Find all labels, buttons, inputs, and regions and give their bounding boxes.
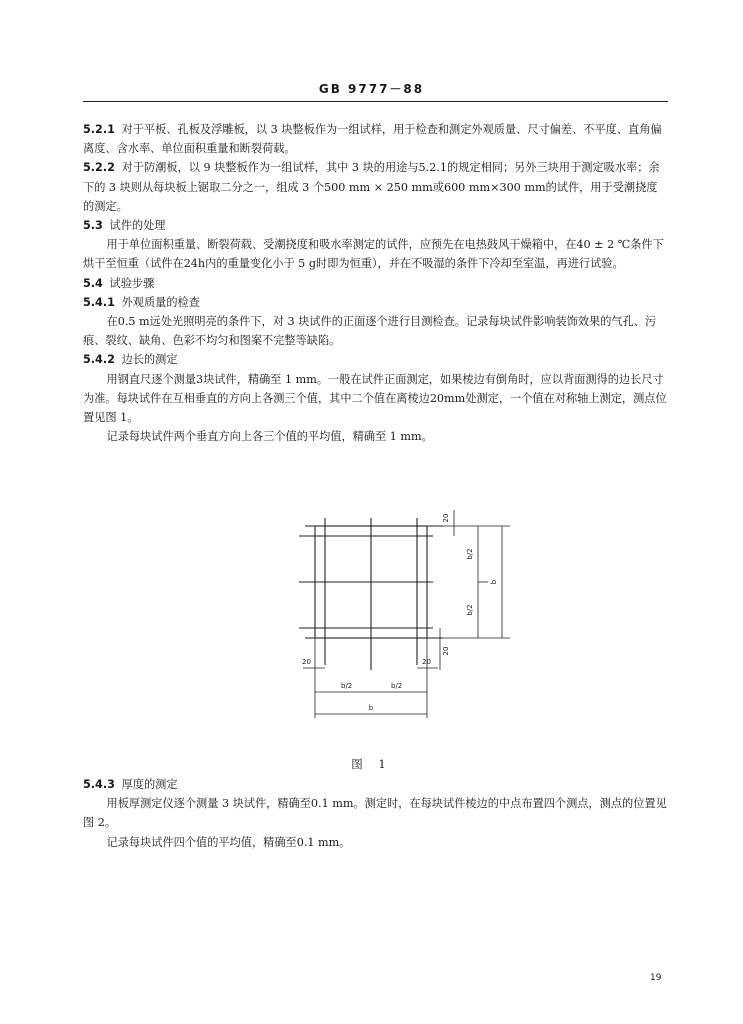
label-b-half-left: b/2 bbox=[341, 682, 353, 690]
clause-number: 5.4 bbox=[83, 276, 103, 290]
clause-5-4-3-heading bbox=[83, 775, 668, 794]
clause-5-4-2-body: 用钢直尺逐个测量3块试件，精确至 1 mm。一般在试件正面测定，如果棱边有倒角时，应以背面测得的边长尺寸为准。每块试件在互相垂直的方向上各测三个值，其中二个值在离棱边20mm处测定，一个值在对称轴上测定，测点位置见图 1。 bbox=[83, 372, 667, 425]
clause-text: 试件的处理 bbox=[109, 219, 166, 233]
clause-number: 5.2.1 bbox=[83, 123, 115, 136]
clause-number: 5.4.1 bbox=[83, 295, 115, 309]
label-b-half-upper: b/2 bbox=[466, 548, 474, 560]
figure-1 bbox=[288, 500, 518, 725]
clause-text: 外观质量的检查 bbox=[121, 295, 200, 309]
clause-text: 边长的测定 bbox=[121, 353, 178, 367]
label-b-bottom: b bbox=[368, 704, 374, 712]
clause-5-4-3-body: 用板厚测定仪逐个测量 3 块试件，精确至0.1 mm。测定时，在每块试件棱边的中点布置四个测点，测点的位置见图 2。 bbox=[83, 797, 667, 830]
label-b-half-right: b/2 bbox=[391, 682, 403, 690]
clause-5-4-1-body: 在0.5 m远处光照明亮的条件下，对 3 块试件的正面逐个进行目测检查。记录每块试件影响装饰效果的气孔、污痕、裂纹、缺角、色彩不均匀和图案不完整等缺陷。 bbox=[83, 315, 657, 348]
clause-5-4-1-heading bbox=[83, 293, 668, 312]
clause-5-2-1 bbox=[83, 120, 668, 158]
clause-number: 5.4.2 bbox=[83, 353, 115, 367]
figure-1-drawing bbox=[288, 500, 518, 725]
clause-number: 5.3 bbox=[83, 219, 103, 233]
clause-text: 试验步骤 bbox=[109, 276, 155, 290]
header-rule bbox=[83, 101, 668, 102]
label-20-right: 20 bbox=[442, 646, 450, 656]
clause-number: 5.2.2 bbox=[83, 161, 115, 175]
clause-5-4-heading bbox=[83, 274, 668, 293]
clause-5-2-2 bbox=[83, 158, 668, 216]
figure-caption: 图 1 bbox=[351, 757, 392, 771]
clause-5-3-body: 用于单位面积重量、断裂荷载、受潮挠度和吸水率测定的试件，应预先在电热鼓风干燥箱中，在40 ± 2 ℃条件下烘干至恒重（试件在24h内的重量变化小于 5 g时即为恒重），并在不吸湿的条件下冷却至室温，再进行试验。 bbox=[83, 238, 664, 271]
body-text-bottom bbox=[83, 775, 668, 852]
page-number: 19 bbox=[650, 973, 662, 983]
clause-5-4-3-record: 记录每块试件四个值的平均值，精确至0.1 mm。 bbox=[106, 835, 351, 849]
clause-text: 厚度的测定 bbox=[121, 778, 178, 791]
page-header: GB 9777－88 bbox=[318, 82, 425, 96]
clause-number: 5.4.3 bbox=[83, 778, 115, 791]
label-20-top: 20 bbox=[442, 513, 450, 523]
body-text-top bbox=[83, 120, 668, 446]
clause-5-3-heading bbox=[83, 216, 668, 235]
clause-text: 对于平板、孔板及浮雕板，以 3 块整板作为一组试样，用于检查和测定外观质量、尺寸偏差、不平度、直角偏离度、含水率、单位面积重量和断裂荷载。 bbox=[83, 123, 662, 156]
label-b-half-lower: b/2 bbox=[466, 604, 474, 616]
label-b-right: b bbox=[490, 579, 498, 585]
clause-text: 对于防潮板，以 9 块整板作为一组试样，其中 3 块的用途与5.2.1的规定相同；另外三块用于测定吸水率；余下的 3 块则从每块板上锯取二分之一，组成 3 个500 mm × 250 mm或600 mm×300 mm的试件，用于受潮挠度的测定。 bbox=[83, 161, 660, 213]
label-20-bottom-right: 20 bbox=[422, 658, 431, 666]
label-20-bottom-left: 20 bbox=[302, 658, 311, 666]
clause-5-4-2-heading bbox=[83, 350, 668, 369]
clause-5-4-2-record: 记录每块试件两个垂直方向上各三个值的平均值，精确至 1 mm。 bbox=[106, 430, 433, 444]
